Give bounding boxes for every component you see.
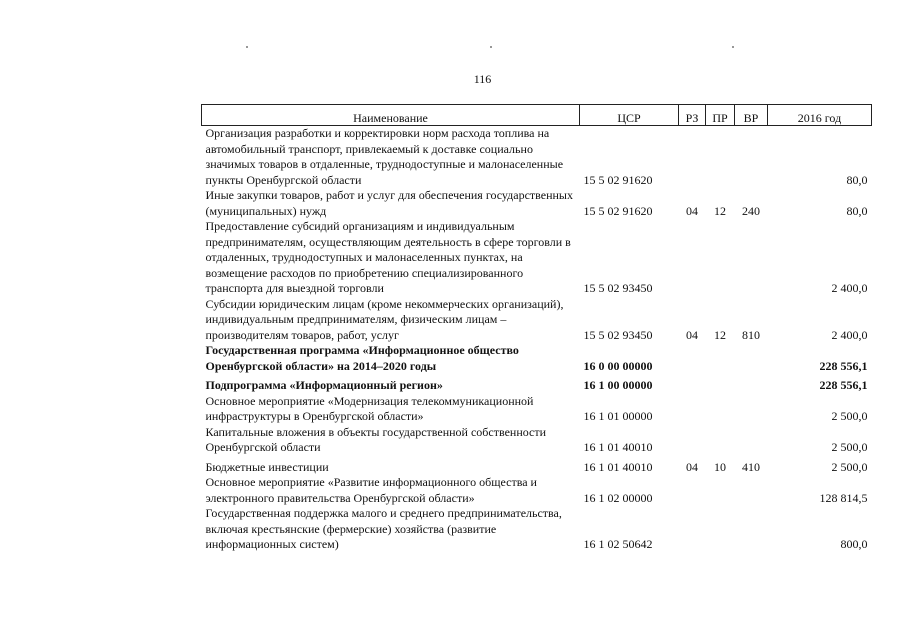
row-csr: 16 1 02 00000: [583, 490, 653, 505]
table-row: [202, 394, 872, 425]
table-row: [202, 188, 872, 219]
row-vr: 810: [742, 327, 760, 342]
row-csr: 15 5 02 93450: [583, 327, 653, 342]
row-pr: 12: [714, 203, 726, 218]
row-vr: [735, 506, 768, 553]
row-name: Капитальные вложения в объекты государственной собственности Оренбургской области: [205, 424, 547, 454]
row-rz: [679, 506, 706, 553]
row-csr: 15 5 02 91620: [583, 203, 653, 218]
header-csr: ЦСР: [580, 105, 679, 126]
row-sum: 228 556,1: [819, 378, 868, 392]
row-rz: 04: [686, 203, 698, 218]
row-vr: [735, 374, 768, 394]
row-sum: 2 400,0: [831, 327, 868, 342]
row-pr: [706, 506, 735, 553]
header-name: Наименование: [202, 105, 580, 126]
row-vr: 410: [742, 459, 760, 474]
row-sum: 128 814,5: [819, 490, 868, 505]
table-row: [202, 456, 872, 476]
row-rz: 04: [686, 459, 698, 474]
table-row: [202, 219, 872, 297]
row-vr: [735, 219, 768, 297]
row-pr: [706, 126, 735, 189]
scan-speck: [732, 46, 734, 48]
row-csr: 16 1 01 40010: [583, 440, 653, 454]
table-row: [202, 297, 872, 344]
row-sum: 80,0: [846, 203, 868, 218]
row-pr: 12: [714, 327, 726, 342]
row-name: Государственная программа «Информационное общество Оренбургской области» на 2014–2020 годы: [205, 343, 519, 373]
row-rz: [679, 126, 706, 189]
row-rz: [679, 374, 706, 394]
row-rz: [679, 425, 706, 456]
row-csr: 16 0 00 00000: [583, 358, 653, 373]
row-pr: [706, 394, 735, 425]
row-sum: 2 500,0: [831, 440, 868, 454]
row-pr: [706, 475, 735, 506]
page-number: 116: [473, 72, 492, 86]
row-name: Основное мероприятие «Модернизация телекоммуникационной инфраструктуры в Оренбургской области»: [205, 393, 534, 423]
row-name: Бюджетные инвестиции: [205, 459, 329, 474]
scan-speck: [490, 46, 492, 48]
row-name: Иные закупки товаров, работ и услуг для обеспечения государственных (муниципальных) нужд: [205, 188, 573, 218]
header-vr: ВР: [735, 105, 768, 126]
row-pr: [706, 343, 735, 374]
row-csr: 15 5 02 91620: [583, 172, 653, 187]
row-vr: [735, 126, 768, 189]
row-rz: [679, 343, 706, 374]
row-sum: 2 500,0: [831, 459, 868, 474]
row-name: Подпрограмма «Информационный регион»: [205, 378, 443, 392]
row-sum: 800,0: [840, 537, 868, 551]
table-row: [202, 126, 872, 189]
row-vr: 240: [742, 203, 760, 218]
table-row: [202, 475, 872, 506]
row-sum: 2 500,0: [831, 409, 868, 423]
row-pr: [706, 425, 735, 456]
row-name: Предоставление субсидий организациям и индивидуальным предпринимателям, осуществляющим деятельность в сфере торговли в отдаленных, труднодоступных и малонаселенных пунктах, на возмещение расходов по приобретению специализированного транспорта для выездной торговли: [205, 219, 571, 295]
table-row: [202, 506, 872, 553]
table-row: [202, 425, 872, 456]
row-sum: 228 556,1: [819, 358, 868, 373]
header-pr: ПР: [706, 105, 735, 126]
row-rz: [679, 219, 706, 297]
budget-table: [201, 104, 872, 553]
row-sum: 80,0: [846, 172, 868, 187]
header-year: 2016 год: [768, 105, 872, 126]
row-pr: [706, 219, 735, 297]
row-rz: 04: [686, 327, 698, 342]
row-pr: 10: [714, 459, 726, 474]
row-name: Государственная поддержка малого и среднего предпринимательства, включая крестьянские (фермерские) хозяйства (развитие информационных систем): [205, 506, 562, 551]
row-csr: 16 1 02 50642: [583, 537, 653, 551]
row-vr: [735, 425, 768, 456]
row-pr: [706, 374, 735, 394]
row-name: Основное мероприятие «Развитие информационного общества и электронного правительства Оренбургской области»: [205, 475, 537, 505]
row-name: Субсидии юридическим лицам (кроме некоммерческих организаций), индивидуальным предпринимателям, физическим лицам – производителям товаров, работ, услуг: [205, 296, 564, 342]
row-vr: [735, 394, 768, 425]
table-row-subprogram: [202, 374, 872, 394]
table-header-row: [202, 105, 872, 126]
row-csr: 16 1 01 40010: [583, 459, 653, 474]
row-csr: 15 5 02 93450: [583, 281, 653, 295]
row-sum: 2 400,0: [831, 281, 868, 295]
row-name: Организация разработки и корректировки норм расхода топлива на автомобильный транспорт, привлекаемый к доставке социально значимых товаров в отдаленные, труднодоступные и малонаселенные пункты Оренбургской области: [205, 126, 564, 187]
row-vr: [735, 343, 768, 374]
header-rz: РЗ: [679, 105, 706, 126]
row-csr: 16 1 01 00000: [583, 409, 653, 423]
row-csr: 16 1 00 00000: [583, 378, 653, 392]
row-rz: [679, 475, 706, 506]
scan-speck: [246, 46, 248, 48]
row-vr: [735, 475, 768, 506]
table-row-program: [202, 343, 872, 374]
row-rz: [679, 394, 706, 425]
